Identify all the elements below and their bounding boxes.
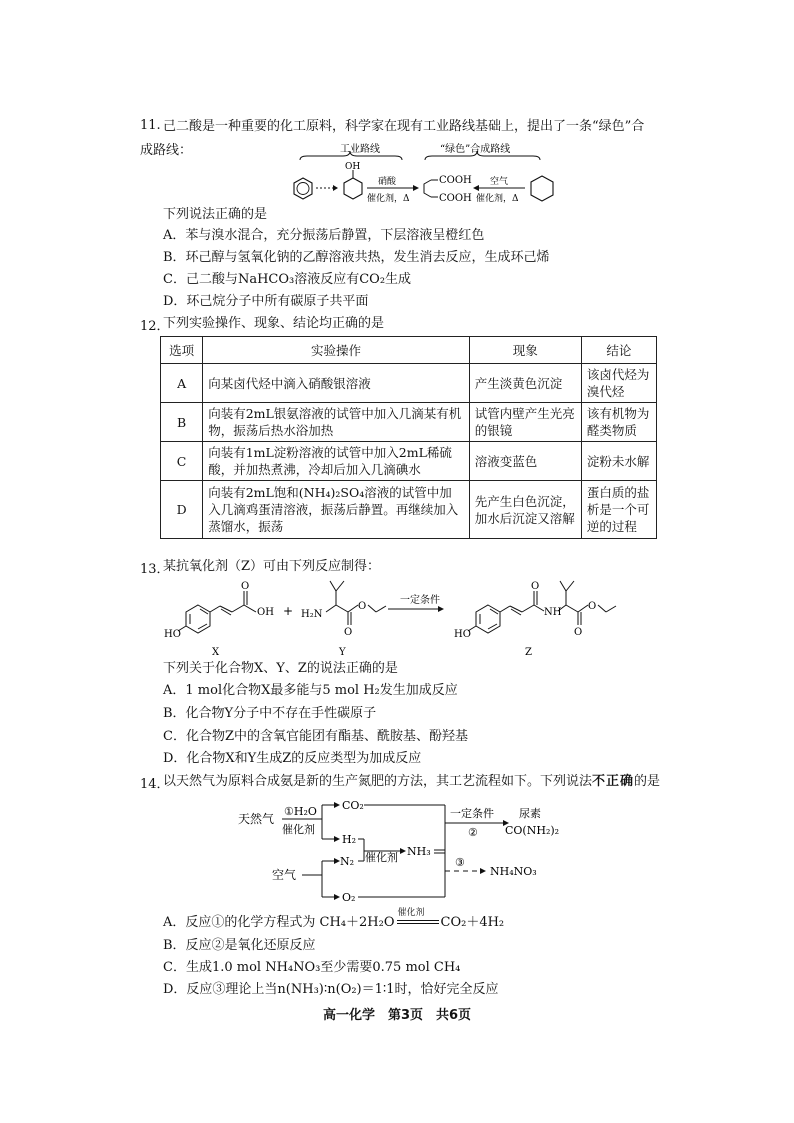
step2-num: ②	[468, 826, 478, 839]
q14-flow-diagram	[230, 795, 580, 910]
z-o-carbonyl: O	[574, 627, 583, 638]
z-o-ester: O	[588, 601, 597, 612]
natural-gas-label: 天然气	[238, 812, 275, 826]
industrial-route-label: 工业路线	[340, 144, 380, 155]
q14-stem-emphasis: 不正确	[592, 774, 635, 789]
q11-stem: 下列说法正确的是	[163, 207, 268, 222]
q14-stem-pre: 以天然气为原料合成氨是新的生产氮肥的方法，其工艺流程如下。下列说法	[163, 774, 593, 789]
reagent2-bottom: 催化剂，Δ	[476, 194, 519, 204]
arrow1-head	[413, 185, 419, 191]
n2-label: N₂	[340, 855, 355, 868]
q11-option-b[interactable]: B．环己醇与氢氧化钠的乙醇溶液共热，发生消去反应，生成环己烯	[163, 250, 550, 265]
reagent1-top: 硝酸	[378, 177, 397, 187]
table-header-row	[161, 337, 657, 364]
experiment-table	[160, 336, 657, 539]
q14-option-a-arrow	[395, 908, 441, 932]
row-conclusion: 该卤代烃为溴代烃	[581, 364, 656, 403]
green-route-label: “绿色”合成路线	[440, 144, 511, 155]
reagent2-top: 空气	[490, 177, 509, 187]
q11-option-d[interactable]: D．环己烷分子中所有碳原子共平面	[163, 294, 369, 309]
reaction-arrow-head	[438, 606, 444, 612]
step2-top: 一定条件	[450, 807, 494, 820]
x-ho: HO	[164, 629, 181, 640]
q12-number: 12．	[140, 319, 170, 334]
q11-number: 11.	[140, 118, 161, 133]
row-phenomenon: 试管内壁产生光亮的银镜	[469, 403, 581, 442]
table-row	[161, 442, 657, 481]
row-phenomenon: 产生淡黄色沉淀	[469, 364, 581, 403]
row-option: D	[161, 481, 203, 539]
step3-num: ③	[455, 856, 465, 869]
q12-stem: 下列实验操作、现象、结论均正确的是	[163, 316, 385, 331]
q14-option-a[interactable]	[163, 908, 505, 932]
q11-line2: 成路线：	[140, 143, 193, 158]
co2-label: CO₂	[342, 799, 364, 812]
q13-stem: 某抗氧化剂（Z）可由下列反应制得：	[163, 559, 381, 574]
reagent1-bottom: 催化剂，Δ	[367, 194, 410, 204]
header-conclusion: 结论	[581, 337, 656, 364]
urea-label: 尿素	[519, 807, 541, 820]
q13-option-a[interactable]: A．1 mol化合物X最多能与5 mol H₂发生加成反应	[163, 683, 458, 698]
row-option: A	[161, 364, 203, 403]
step1-bottom: 催化剂	[282, 823, 315, 836]
y-o-carbonyl: O	[344, 627, 353, 638]
q13-reaction-scheme	[160, 575, 640, 660]
row-operation: 向装有2mL银氨溶液的试管中加入几滴某有机物，振荡后热水浴加热	[203, 403, 470, 442]
table-row	[161, 403, 657, 442]
q11-option-a[interactable]: A．苯与溴水混合，充分振荡后静置，下层溶液呈橙红色	[163, 228, 485, 243]
q13-option-b[interactable]: B．化合物Y分子中不存在手性碳原子	[163, 706, 377, 721]
z-ho: HO	[454, 629, 471, 640]
q14-option-a-pre: A．反应①的化学方程式为 CH₄＋2H₂O	[163, 915, 395, 930]
q14-option-a-catalyst: 催化剂	[397, 908, 425, 918]
cooh1: COOH	[439, 175, 472, 186]
nh4no3-label: NH₄NO₃	[490, 865, 537, 878]
q11-line1: 己二酸是一种重要的化工原料，科学家在现有工业路线基础上，提出了一条“绿色”合	[163, 119, 645, 134]
q14-option-b[interactable]: B．反应②是氧化还原反应	[163, 938, 316, 953]
table-row	[161, 481, 657, 539]
row-operation: 向装有2mL饱和(NH₄)₂SO₄溶液的试管中加入几滴鸡蛋清溶液，振荡后静置。再继续加入蒸馏水，振荡	[203, 481, 470, 539]
q11-option-c[interactable]: C．己二酸与NaHCO₃溶液反应有CO₂生成	[163, 272, 412, 287]
catalyst-label: 催化剂	[365, 851, 398, 864]
x-o: O	[241, 581, 250, 592]
table-row	[161, 364, 657, 403]
z-label: Z	[525, 647, 532, 658]
x-label: X	[212, 647, 220, 658]
o2-label: O₂	[342, 891, 356, 904]
benzene-inner-circle	[297, 183, 309, 195]
urea-formula: CO(NH₂)₂	[505, 824, 560, 837]
compound-y	[326, 581, 386, 625]
row-phenomenon: 先产生白色沉淀，加水后沉淀又溶解	[469, 481, 581, 539]
step1-top: ①H₂O	[284, 805, 317, 818]
page-footer: 高一化学 第3页 共6页	[322, 1008, 472, 1023]
compound-x	[178, 591, 256, 633]
z-nh: NH	[544, 607, 562, 618]
h2-label: H₂	[342, 833, 357, 846]
row-conclusion: 该有机物为醛类物质	[581, 403, 656, 442]
y-o-ester: O	[358, 601, 367, 612]
q11-reaction-scheme	[285, 140, 570, 215]
q14-option-d[interactable]: D．反应③理论上当n(NH₃)∶n(O₂)＝1∶1时，恰好完全反应	[163, 982, 499, 997]
row-option: C	[161, 442, 203, 481]
row-conclusion: 蛋白质的盐析是一个可逆的过程	[581, 481, 656, 539]
cyclohexanol-ring	[344, 178, 362, 199]
air-label: 空气	[272, 868, 297, 882]
q14-option-a-post: CO₂＋4H₂	[440, 915, 505, 930]
plus-sign: +	[283, 604, 294, 618]
row-conclusion: 淀粉未水解	[581, 442, 656, 481]
row-operation: 向装有1mL淀粉溶液的试管中加入2mL稀硫酸，并加热煮沸，冷却后加入几滴碘水	[203, 442, 470, 481]
q14-stem	[163, 773, 660, 791]
q14-number: 14．	[140, 777, 170, 792]
y-h2n: H₂N	[301, 609, 323, 620]
q13-option-d[interactable]: D．化合物X和Y生成Z的反应类型为加成反应	[163, 751, 422, 766]
oh-label: OH	[345, 162, 361, 172]
dotted-arrow-head	[333, 185, 338, 191]
x-oh: OH	[257, 607, 274, 618]
row-operation: 向某卤代烃中滴入硝酸银溶液	[203, 364, 470, 403]
header-option: 选项	[161, 337, 203, 364]
adipic-acid-bracket	[424, 180, 431, 197]
z-o-amide: O	[531, 581, 540, 592]
q14-stem-post: 的是	[634, 774, 661, 789]
header-phenomenon: 现象	[469, 337, 581, 364]
y-label: Y	[339, 647, 346, 658]
q13-number: 13．	[140, 562, 170, 577]
condition-label: 一定条件	[400, 595, 440, 606]
arrow2-head	[473, 185, 479, 191]
q13-question: 下列关于化合物X、Y、Z的说法正确的是	[163, 661, 398, 676]
header-operation: 实验操作	[203, 337, 470, 364]
q14-option-c[interactable]: C．生成1.0 mol NH₄NO₃至少需要0.75 mol CH₄	[163, 960, 461, 975]
nh3-label: NH₃	[407, 845, 431, 858]
cooh2: COOH	[439, 193, 472, 204]
cyclohexane-ring	[531, 176, 553, 201]
row-phenomenon: 溶液变蓝色	[469, 442, 581, 481]
q13-option-c[interactable]: C．化合物Z中的含氧官能团有酯基、酰胺基、酚羟基	[163, 729, 468, 744]
row-option: B	[161, 403, 203, 442]
